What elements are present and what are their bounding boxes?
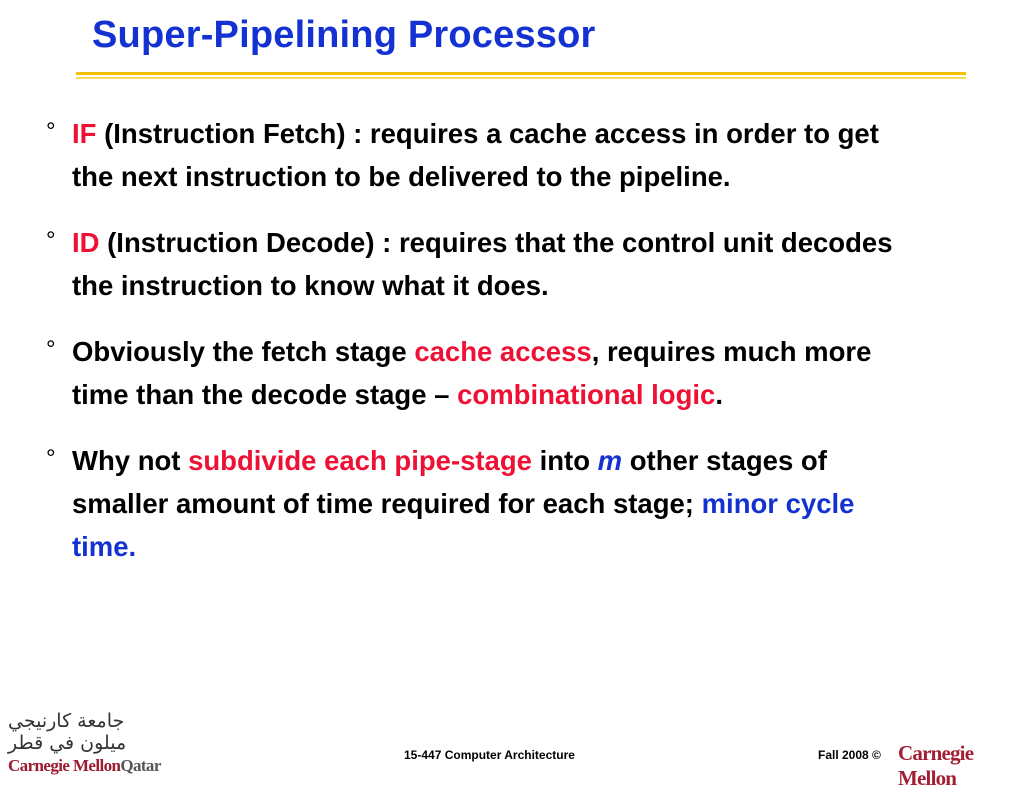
id-term: ID xyxy=(72,227,100,258)
combinational-logic-highlight: combinational logic xyxy=(457,379,716,410)
bullet-marker: ° xyxy=(46,445,56,472)
logo-name-suffix: Qatar xyxy=(120,756,161,775)
logo-name-main: Carnegie Mellon xyxy=(8,756,121,775)
fetch-text-post: . xyxy=(715,379,723,410)
m-variable: m xyxy=(597,445,623,476)
if-term: IF xyxy=(72,118,97,149)
title-underline xyxy=(76,72,966,75)
bullet-if xyxy=(46,112,926,198)
fetch-text-mid: , requires much more time than the decode stage – xyxy=(72,336,872,410)
if-description: (Instruction Fetch) : requires a cache access in order to get the next instruction to be delivered to the pipeline. xyxy=(72,118,879,192)
logo-arabic-text: جامعة كارنيجي ميلون في قطر xyxy=(8,710,127,754)
subdivide-text-mid2: other stages of smaller amount of time required for each stage; xyxy=(72,445,827,519)
minor-cycle-time-highlight: minor cycle time. xyxy=(72,488,855,562)
id-description: (Instruction Decode) : requires that the control unit decodes the instruction to know what it does. xyxy=(72,227,893,301)
bullet-marker: ° xyxy=(46,227,56,254)
logo-english-text xyxy=(8,756,174,776)
subdivide-text-mid1: into xyxy=(531,445,598,476)
bullet-marker: ° xyxy=(46,336,56,363)
bullet-fetch-vs-decode xyxy=(46,330,926,416)
fetch-text-pre: Obviously the fetch stage xyxy=(72,336,415,367)
subdivide-text-pre: Why not xyxy=(72,445,189,476)
bullet-id xyxy=(46,221,926,307)
footer-term: Fall 2008 © xyxy=(818,748,881,762)
cmu-logo-wordmark: Carnegie Mellon xyxy=(898,741,974,790)
footer-course: 15-447 Computer Architecture xyxy=(404,748,575,762)
title-underline-secondary xyxy=(76,77,966,79)
cmu-qatar-logo xyxy=(8,710,174,776)
slide-title: Super-Pipelining Processor xyxy=(92,14,596,56)
bullet-list xyxy=(46,112,926,591)
bullet-marker: ° xyxy=(46,118,56,145)
subdivide-highlight: subdivide each pipe-stage xyxy=(188,445,532,476)
bullet-subdivide xyxy=(46,439,926,568)
cache-access-highlight: cache access xyxy=(414,336,592,367)
